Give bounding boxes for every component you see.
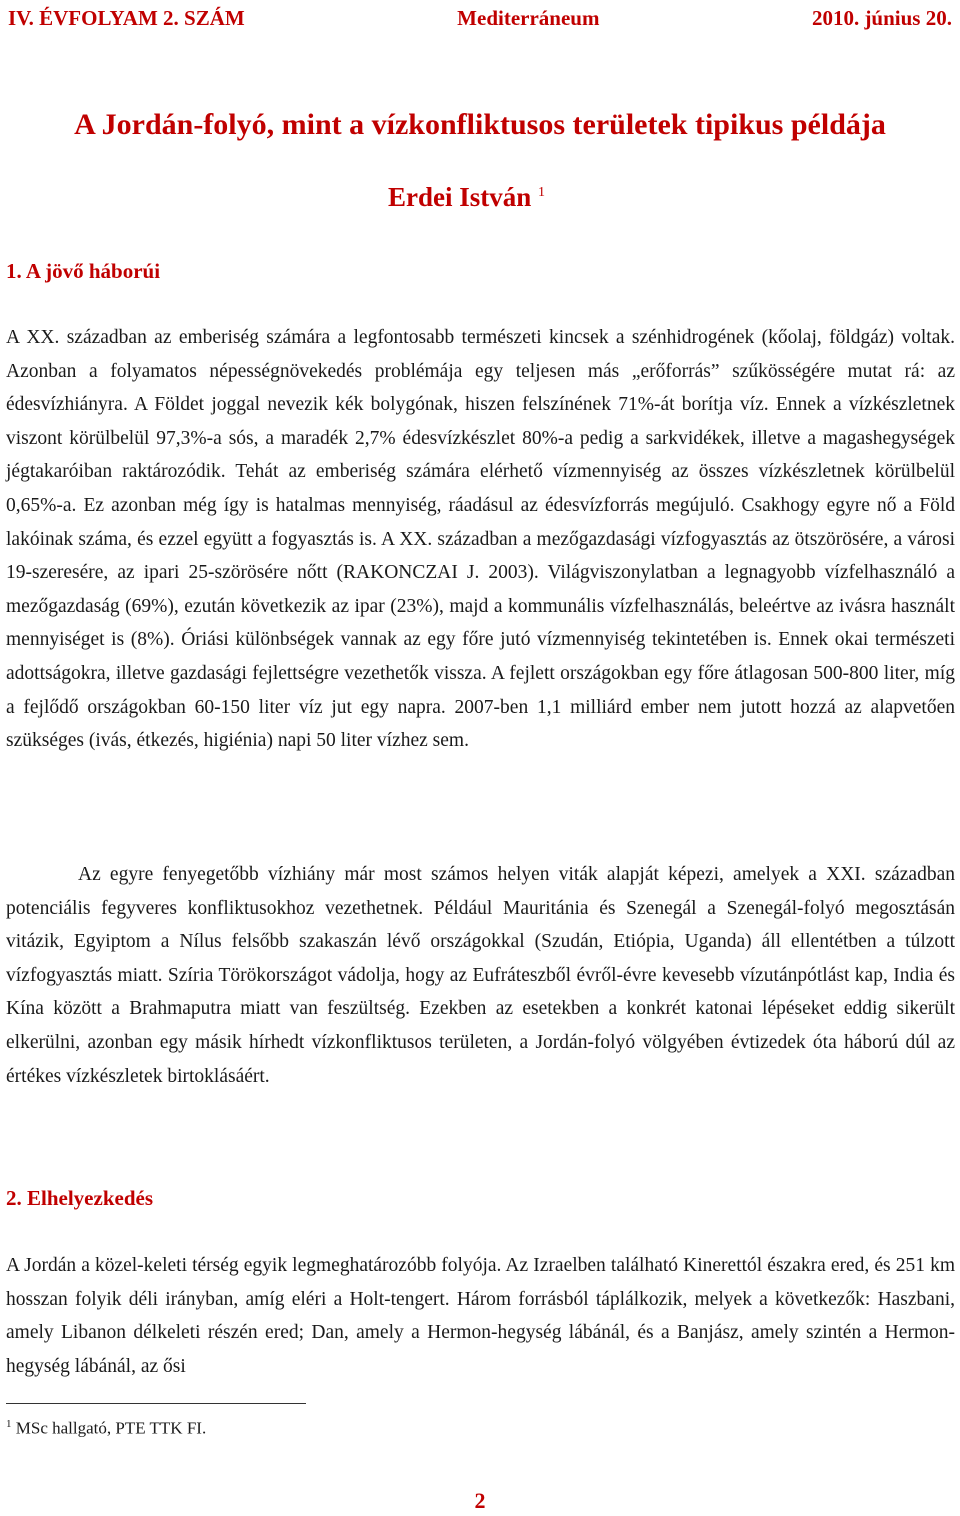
header-volume: IV. ÉVFOLYAM 2. SZÁM <box>8 5 245 30</box>
article-title: A Jordán-folyó, mint a vízkonfliktusos területek tipikus példája <box>74 108 886 141</box>
section-heading-1: 1. A jövő háborúi <box>6 259 161 283</box>
footnote-text: MSc hallgató, PTE TTK FI. <box>15 1418 207 1438</box>
page-number: 2 <box>474 1488 486 1513</box>
author-name: Erdei István <box>388 182 532 212</box>
author <box>388 182 545 213</box>
header-journal: Mediterráneum <box>457 5 600 30</box>
section-heading-2: 2. Elhelyezkedés <box>6 1186 153 1210</box>
section-1-paragraph-1: A XX. században az emberiség számára a legfontosabb természeti kincsek a szénhidrogének (kőolaj, földgáz) voltak. Azonban a folyamatos népességnövekedés problémája egy teljesen más „erőforrás” szűkösségére mutat rá: az édesvízhiányra. A Földet joggal nevezik kék bolygónak, hiszen felszínének 71%-át borítja víz. Ennek a vízkészletnek viszont körülbelül 97,3%-a sós, a maradék 2,7% édesvízkészlet 80%-a pedig a sarkvidékek, illetve a magashegységek jégtakaróiban raktározódik. Tehát az emberiség számára elérhető vízmennyiség az összes vízkészletnek körülbelül 0,65%-a. Ez azonban még így is hatalmas mennyiség, ráadásul az édesvízforrás megújuló. Csakhogy egyre nő a Föld lakóinak száma, és ezzel együtt a fogyasztás is. A XX. században a mezőgazdasági vízfogyasztás az ötszörösére, a városi 19-szeresére, az ipari 25-szörösére nőtt (RAKONCZAI J. 2003). Világviszonylatban a legnagyobb vízfelhasználó a mezőgazdaság (69%), ezután következik az ipar (23%), majd a kommunális vízfelhasználás, beleértve az ivásra használt mennyiséget is (8%). Óriási különbségek vannak az egy főre jutó vízmennyiség tekintetében is. Ennek okai természeti adottságokra, illetve gazdasági fejlettségre vezethetők vissza. A fejlett országokban egy főre átlagosan 500-800 liter, míg a fejlődő országokban 60-150 liter víz jut egy napra. 2007-ben 1,1 milliárd ember nem jutott hozzá az alapvetően szükséges (ivás, étkezés, higiénia) napi 50 liter vízhez sem. <box>6 327 955 752</box>
running-header <box>8 4 952 32</box>
footnote <box>6 1418 206 1439</box>
footnote-mark: 1 <box>6 1418 12 1430</box>
footnote-divider <box>6 1403 306 1404</box>
section-1-paragraph-2: Az egyre fenyegetőbb vízhiány már most számos helyen viták alapját képezi, amelyek a XXI. században potenciális fegyveres konfliktusokhoz vezethetnek. Például Mauritánia és Szenegál a Szenegál-folyó megosztásán vitázik, Egyiptom a Nílus felsőbb szakaszán lévő országokkal (Szudán, Etiópia, Uganda) áll ellentétben a túlzott vízfogyasztás miatt. Szíria Törökországot vádolja, hogy az Eufráteszből évről-évre kevesebb vízutánpótlást kap, India és Kína között a Brahmaputra miatt van feszültség. Ezekben az esetekben a konkrét katonai lépéseket eddig sikerült elkerülni, azonban egy másik hírhedt vízkonfliktusos területen, a Jordán-folyó völgyében évtizedek óta háború dúl az értékes vízkészletek birtoklásáért. <box>6 864 955 1087</box>
header-date: 2010. június 20. <box>811 5 952 30</box>
section-2-paragraph-1: A Jordán a közel-keleti térség egyik legmeghatározóbb folyója. Az Izraelben található Kinerettól északra ered, és 251 km hosszan folyik déli irányban, amíg eléri a Holt-tengert. Három forrásból táplálkozik, melyek a következők: Haszbani, amely Libanon délkeleti részén ered; Dan, amely a Hermon-hegység lábánál, és a Banjász, amely szintén a Hermon-hegység lábánál, az ősi <box>6 1255 955 1377</box>
author-footnote-mark[interactable]: 1 <box>538 185 546 200</box>
